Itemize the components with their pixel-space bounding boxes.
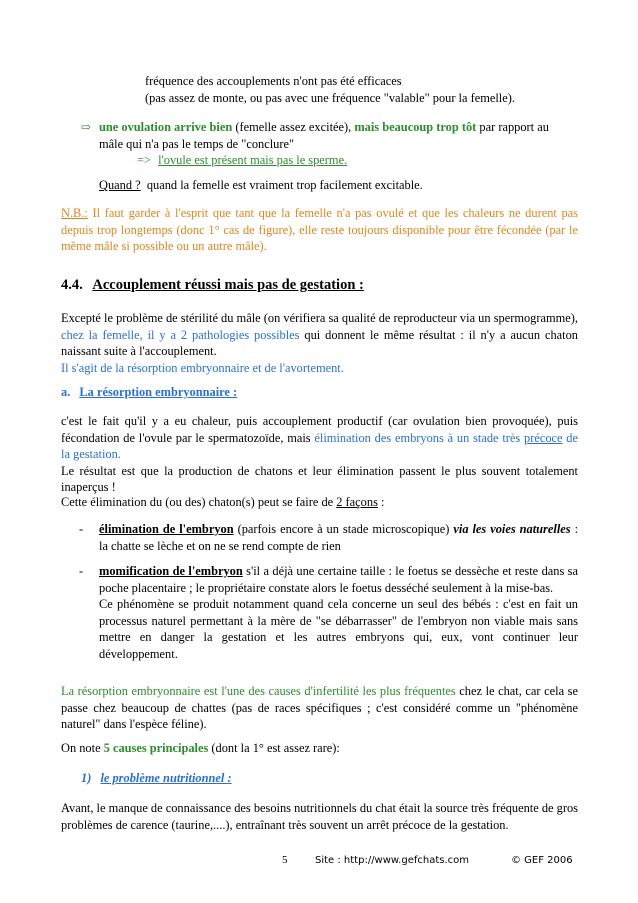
resorption-blue-underlined: précoce [524, 430, 563, 445]
top-line-1: fréquence des accouplements n'ont pas été efficaces [145, 74, 402, 88]
last-paragraph: Avant, le manque de connaissance des besoins nutritionnels du chat était la source très fréquente de gros problèmes de carence (taurine,....), entraînant très souvent un arrêt précoce de la gestation. [61, 801, 578, 832]
resorption-result: Le résultat est que la production de chatons et leur élimination passent le plus souvent totalement inaperçus ! [61, 463, 578, 494]
causes-green: 5 causes principales [103, 741, 209, 755]
bullet-1-end: : la chatte se lèche et on ne se rend compte de rien [99, 522, 579, 553]
nb-paragraph [61, 205, 578, 255]
resorption-text: c'est le fait qu'il y a eu chaleur, puis accouplement productif (car ovulation bien provoquée), puis fécondation de l'ovule par le spermatozoïde, mais [61, 414, 578, 445]
bullet-2-bold: momification de l'embryon [99, 564, 243, 578]
intro-line-2: Il s'agit de la résorption embryonnaire et de l'avortement. [61, 360, 344, 375]
arrow-icon: ⇨ [81, 120, 92, 134]
quand-label: Quand ? [99, 178, 141, 192]
section-number: 4.4. [61, 277, 83, 293]
causes-pre: On note [61, 741, 104, 755]
top-line-2: (pas assez de monte, ou pas avec une fréquence "valable" pour la femelle). [145, 90, 515, 105]
ovulation-middle: (femelle assez excitée), [232, 120, 355, 134]
bullet-2-text: s'il a déjà une certaine taille : le foetus se dessèche et reste dans sa poche placentaire ; le propriétaire constate alors le foetus desséché seulement à la mise-bas. [99, 564, 578, 595]
subheading-letter: a. [61, 385, 71, 399]
infertility-green: La résorption embryonnaire est l'une des causes d'infertilité les plus fréquentes [61, 684, 456, 698]
elimination-text: Cette élimination du (ou des) chaton(s) peut se faire de [61, 495, 337, 509]
cause-1-heading [81, 770, 232, 787]
intro-end: qui donnent le même résultat : il n'y a aucun chaton naissant suite à l'accouplement. [61, 327, 579, 358]
bullet-1-text: (parfois encore à un stade microscopique) [233, 522, 454, 536]
ovulation-bold-2: mais beaucoup trop tôt [354, 120, 477, 134]
causes-post: (dont la 1° est assez rare): [208, 741, 340, 755]
nb-text: Il faut garder à l'esprit que tant que la femelle n'a pas ovulé et que les chaleurs ne durent pas depuis trop longtemps (donc 1° cas de figure), elle reste toujours disponible pour être fécondée (par le même mâle si possible ou un autre mâle). [61, 206, 578, 253]
bullet-1-italic: via les voies naturelles [453, 522, 571, 536]
elimination-end: : [377, 495, 385, 509]
ovulation-line-2: mâle qui n'a pas le temps de "conclure" [99, 136, 295, 151]
implies-text: l'ovule est présent mais pas le sperme. [158, 153, 348, 167]
bullet-2-extra: Ce phénomène se produit notamment quand cela concerne un seul des bébés : c'est en fait un processus naturel permettant à la mère de "se débarrasser" de l'embryon non viable mais sans mettre en danger la gestation et les autres embryons qui, eux, vont continuer leur développement. [99, 597, 578, 661]
resorption-paragraph [61, 413, 578, 496]
ovulation-bold: une ovulation arrive bien [99, 120, 233, 134]
infertility-paragraph [61, 683, 578, 733]
footer-site: Site : http://www.gefchats.com [315, 855, 470, 866]
subheading-title: La résorption embryonnaire : [79, 385, 238, 399]
nb-label: N.B.: [61, 206, 88, 220]
quand-text: quand la femelle est vraiment trop facilement excitable. [140, 178, 423, 192]
bullet-dash-1: - [79, 522, 84, 536]
bullet-item-1 [99, 521, 578, 554]
cause-1-number: 1) [81, 771, 92, 785]
intro-blue: chez la femelle, il y a 2 pathologies possibles [61, 327, 300, 342]
causes-line [61, 740, 578, 757]
resorption-blue: élimination des embryons à un stade très [314, 430, 524, 445]
resorption-blue-end: de la gestation. [61, 430, 578, 461]
bullet-1-bold: élimination de l'embryon [99, 522, 234, 536]
ovulation-rest: par rapport au [476, 120, 549, 134]
top-text [145, 73, 565, 106]
page-number: 5 [282, 854, 288, 866]
section-heading [61, 277, 364, 294]
implies-line [137, 152, 347, 169]
footer-copyright: © GEF 2006 [511, 855, 573, 866]
implies-arrow: => [137, 153, 151, 167]
bullet-item-2 [99, 563, 578, 662]
intro-text: Excepté le problème de stérilité du mâle (on vérifiera sa qualité de reproducteur via un spermogramme), [61, 311, 578, 325]
cause-1-title: le problème nutritionnel : [100, 771, 232, 785]
subheading-a [61, 384, 237, 401]
elimination-count: 2 façons [336, 495, 378, 509]
elimination-line [61, 494, 578, 511]
quand-line [99, 177, 423, 194]
infertility-rest: chez le chat, car cela se passe chez beaucoup de chattes (pas de races spécifiques ; c'est considéré comme un "phénomène naturel" dans l'espèce féline). [61, 684, 578, 731]
ovulation-paragraph [99, 119, 579, 152]
intro-paragraph [61, 310, 578, 376]
bullet-dash-2: - [79, 564, 84, 578]
section-title: Accouplement réussi mais pas de gestation : [92, 277, 364, 293]
